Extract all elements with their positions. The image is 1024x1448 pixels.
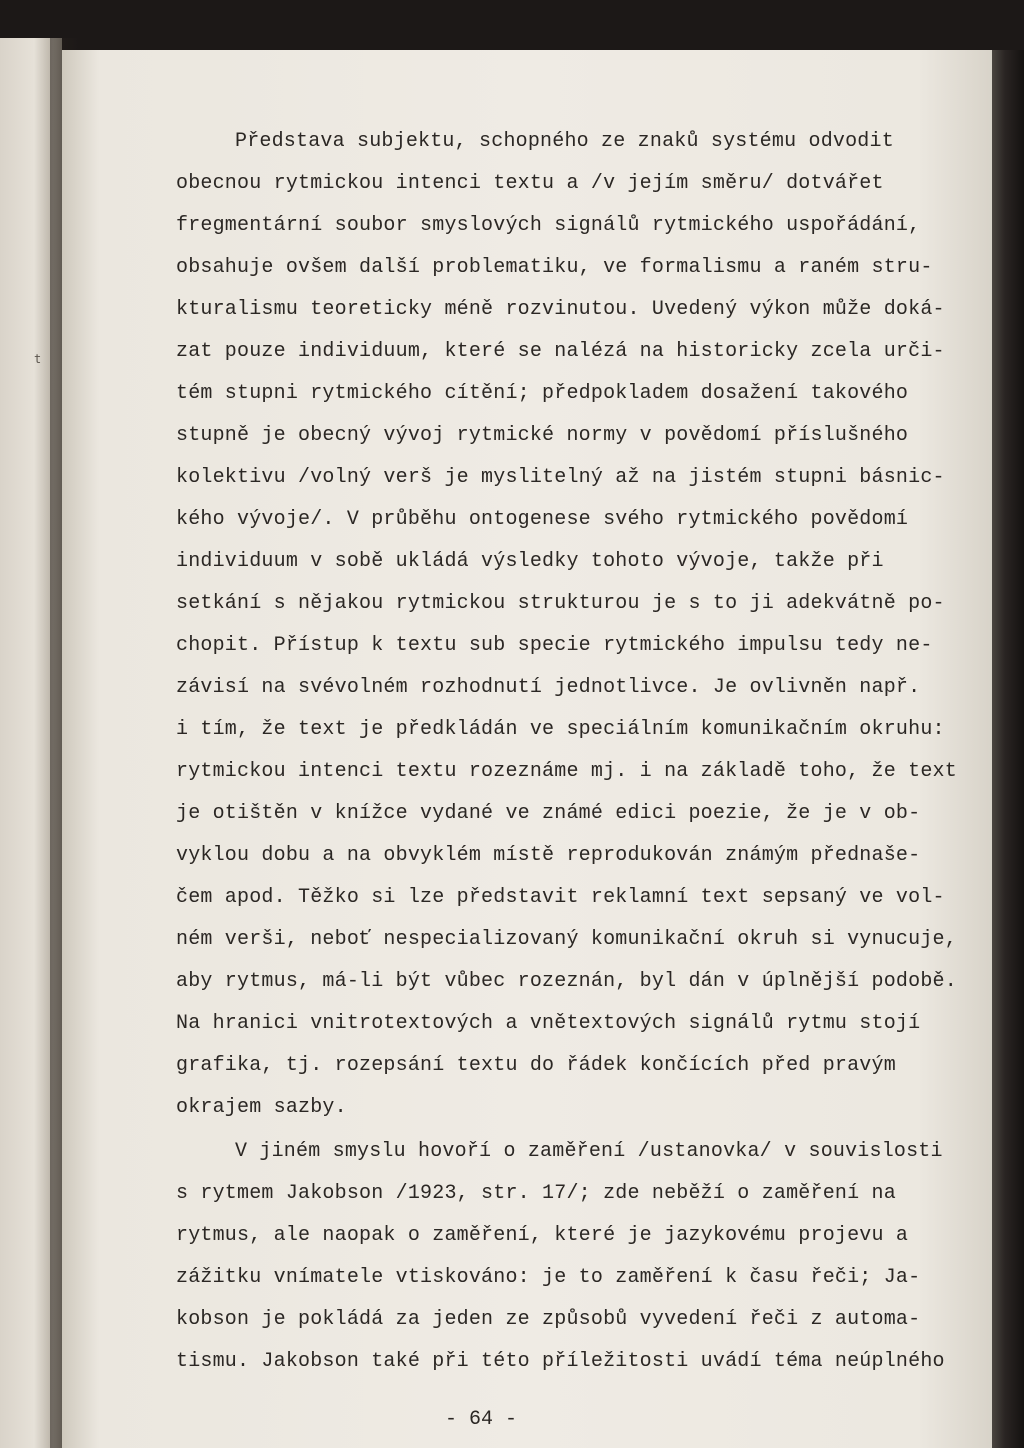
page-number: - 64 - — [445, 1408, 518, 1431]
text-line: V jiném smyslu hovoří o zaměření /ustanovka/ v souvislosti — [235, 1140, 943, 1163]
text-line: kobson je pokládá za jeden ze způsobů vyvedení řeči z automa- — [176, 1308, 921, 1331]
text-line: chopit. Přístup k textu sub specie rytmického impulsu tedy ne- — [176, 634, 933, 657]
text-line: zážitku vnímatele vtiskováno: je to zaměření k času řeči; Ja- — [176, 1266, 921, 1289]
text-line: kého vývoje/. V průběhu ontogenese svého rytmického povědomí — [176, 508, 909, 531]
text-line: zat pouze individuum, které se nalézá na historicky zcela urči- — [176, 340, 945, 363]
text-line: aby rytmus, má-li být vůbec rozeznán, byl dán v úplnější podobě. — [176, 970, 957, 993]
text-line: stupně je obecný vývoj rytmické normy v povědomí příslušného — [176, 424, 909, 447]
text-line: tém stupni rytmického cítění; předpokladem dosažení takového — [176, 382, 909, 405]
text-line: individuum v sobě ukládá výsledky tohoto vývoje, takže při — [176, 550, 884, 573]
stray-mark: t — [34, 352, 42, 366]
text-line: Představa subjektu, schopného ze znaků systému odvodit — [235, 130, 894, 153]
text-line: fregmentární soubor smyslových signálů rytmického uspořádání, — [176, 214, 921, 237]
text-line: je otištěn v knížce vydané ve známé edici poezie, že je v ob- — [176, 802, 921, 825]
text-line: i tím, že text je předkládán ve speciálním komunikačním okruhu: — [176, 718, 945, 741]
text-line: obecnou rytmickou intenci textu a /v jejím směru/ dotvářet — [176, 172, 884, 195]
text-line: tismu. Jakobson také při této příležitosti uvádí téma neúplného — [176, 1350, 945, 1373]
text-line: grafika, tj. rozepsání textu do řádek končících před pravým — [176, 1054, 896, 1077]
text-line: vyklou dobu a na obvyklém místě reprodukován známým přednaše- — [176, 844, 921, 867]
text-line: s rytmem Jakobson /1923, str. 17/; zde neběží o zaměření na — [176, 1182, 896, 1205]
text-line: okrajem sazby. — [176, 1096, 347, 1119]
text-line: závisí na svévolném rozhodnutí jednotlivce. Je ovlivněn např. — [176, 676, 921, 699]
text-line: kturalismu teoreticky méně rozvinutou. Uvedený výkon může doká- — [176, 298, 945, 321]
text-line: kolektivu /volný verš je myslitelný až na jistém stupni básnic- — [176, 466, 945, 489]
text-line: rytmus, ale naopak o zaměření, které je jazykovému projevu a — [176, 1224, 909, 1247]
text-line: rytmickou intenci textu rozeznáme mj. i na základě toho, že text — [176, 760, 957, 783]
text-line: čem apod. Těžko si lze představit reklamní text sepsaný ve vol- — [176, 886, 945, 909]
text-line: obsahuje ovšem další problematiku, ve formalismu a raném stru- — [176, 256, 933, 279]
text-line: setkání s nějakou rytmickou strukturou je s to ji adekvátně po- — [176, 592, 945, 615]
text-line: ném verši, neboť nespecializovaný komunikační okruh si vynucuje, — [176, 928, 957, 951]
text-line: Na hranici vnitrotextových a vnětextových signálů rytmu stojí — [176, 1012, 921, 1035]
